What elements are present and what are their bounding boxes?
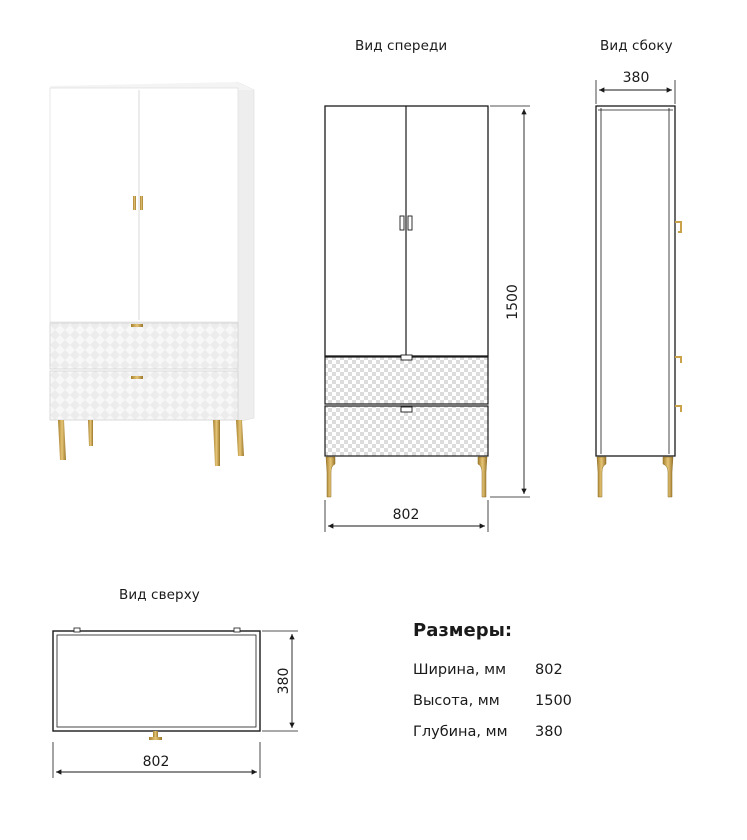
- cabinet-render: [50, 82, 254, 466]
- front-width-dimension: 802: [392, 507, 420, 523]
- top-view-label: Вид сверху: [119, 587, 200, 603]
- front-view: [325, 106, 530, 532]
- side-view: [596, 80, 681, 497]
- spec-label-width: Ширина, мм: [413, 662, 507, 678]
- spec-value-height: 1500: [535, 693, 572, 709]
- front-height-dimension: 1500: [505, 284, 521, 320]
- spec-label-height: Высота, мм: [413, 693, 500, 709]
- side-view-label: Вид сбоку: [600, 38, 673, 54]
- side-depth-dimension: 380: [622, 70, 650, 86]
- top-depth-dimension: 380: [276, 667, 292, 695]
- top-width-dimension: 802: [142, 754, 170, 770]
- spec-label-depth: Глубина, мм: [413, 724, 508, 740]
- specs-title: Размеры:: [413, 620, 513, 641]
- spec-value-depth: 380: [535, 724, 563, 740]
- front-view-label: Вид спереди: [355, 38, 448, 54]
- spec-value-width: 802: [535, 662, 563, 678]
- top-view: [53, 628, 298, 778]
